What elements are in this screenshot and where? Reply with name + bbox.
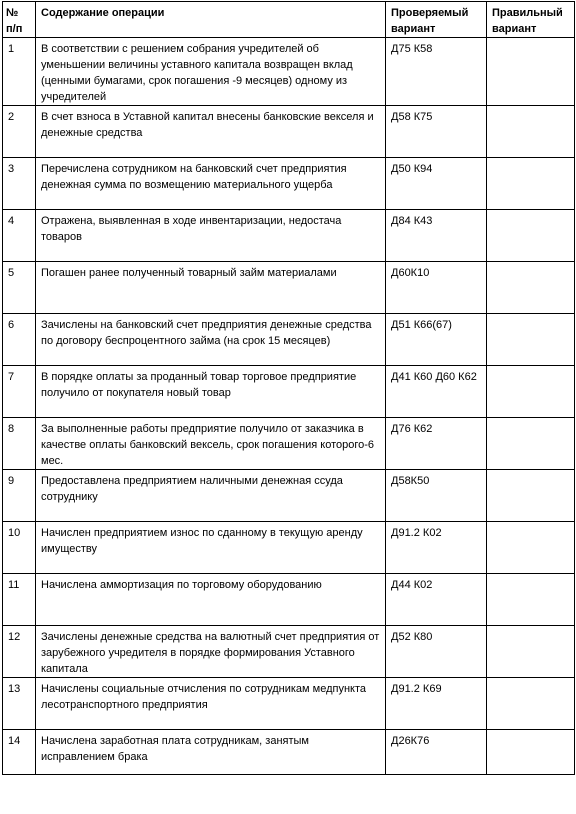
header-checked: Проверяемый вариант: [386, 2, 487, 38]
row-num: 8: [3, 418, 36, 470]
row-content: В счет взноса в Уставной капитал внесены банковские векселя и денежные средства: [36, 106, 386, 158]
table-row: [3, 314, 575, 366]
row-content: Отражена, выявленная в ходе инвентаризации, недостача товаров: [36, 210, 386, 262]
row-content: Погашен ранее полученный товарный займ материалами: [36, 262, 386, 314]
table-row: [3, 730, 575, 775]
row-correct[interactable]: [487, 366, 575, 418]
row-checked: Д50 К94: [386, 158, 487, 210]
row-checked: Д51 К66(67): [386, 314, 487, 366]
row-num: 3: [3, 158, 36, 210]
row-checked: Д52 К80: [386, 626, 487, 678]
table-row: [3, 210, 575, 262]
row-checked: Д26К76: [386, 730, 487, 775]
row-num: 9: [3, 470, 36, 522]
row-content: Начислен предприятием износ по сданному в текущую аренду имуществу: [36, 522, 386, 574]
header-row: [3, 2, 575, 38]
header-content: Содержание операции: [36, 2, 386, 38]
row-checked: Д91.2 К02: [386, 522, 487, 574]
row-content: Начислена заработная плата сотрудникам, занятым исправлением брака: [36, 730, 386, 775]
row-content: Зачислены денежные средства на валютный счет предприятия от зарубежного учредителя в порядке формирования Уставного капитала: [36, 626, 386, 678]
row-correct[interactable]: [487, 38, 575, 106]
row-content: Зачислены на банковский счет предприятия денежные средства по договору беспроцентного займа (на срок 15 месяцев): [36, 314, 386, 366]
table-row: [3, 626, 575, 678]
row-correct[interactable]: [487, 262, 575, 314]
row-correct[interactable]: [487, 626, 575, 678]
row-checked: Д91.2 К69: [386, 678, 487, 730]
row-checked: Д58 К75: [386, 106, 487, 158]
row-num: 11: [3, 574, 36, 626]
row-num: 2: [3, 106, 36, 158]
row-correct[interactable]: [487, 730, 575, 775]
row-num: 4: [3, 210, 36, 262]
row-checked: Д58К50: [386, 470, 487, 522]
row-checked: Д41 К60 Д60 К62: [386, 366, 487, 418]
row-checked: Д75 К58: [386, 38, 487, 106]
row-num: 14: [3, 730, 36, 775]
row-checked: Д76 К62: [386, 418, 487, 470]
table-row: [3, 262, 575, 314]
row-num: 1: [3, 38, 36, 106]
row-correct[interactable]: [487, 158, 575, 210]
row-num: 7: [3, 366, 36, 418]
table-row: [3, 470, 575, 522]
table-row: [3, 418, 575, 470]
row-correct[interactable]: [487, 314, 575, 366]
row-correct[interactable]: [487, 574, 575, 626]
row-num: 13: [3, 678, 36, 730]
row-content: Начислена аммортизация по торговому оборудованию: [36, 574, 386, 626]
row-checked: Д44 К02: [386, 574, 487, 626]
table-row: [3, 678, 575, 730]
table-row: [3, 38, 575, 106]
table-row: [3, 158, 575, 210]
row-correct[interactable]: [487, 470, 575, 522]
header-correct: Правильный вариант: [487, 2, 575, 38]
table-row: [3, 522, 575, 574]
row-correct[interactable]: [487, 678, 575, 730]
row-correct[interactable]: [487, 106, 575, 158]
row-content: Перечислена сотрудником на банковский счет предприятия денежная сумма по возмещению материального ущерба: [36, 158, 386, 210]
table-row: [3, 574, 575, 626]
row-content: В порядке оплаты за проданный товар торговое предприятие получило от покупателя новый товар: [36, 366, 386, 418]
row-content: В соответствии с решением собрания учредителей об уменьшении величины уставного капитала возвращен вклад (ценными бумагами, срок погашения -9 месяцев) одному из учредителей: [36, 38, 386, 106]
row-checked: Д84 К43: [386, 210, 487, 262]
row-content: За выполненные работы предприятие получило от заказчика в качестве оплаты банковский вексель, срок погашения которого-6 мес.: [36, 418, 386, 470]
table-row: [3, 366, 575, 418]
row-num: 12: [3, 626, 36, 678]
table-row: [3, 106, 575, 158]
header-num: № п/п: [3, 2, 36, 38]
row-num: 6: [3, 314, 36, 366]
row-content: Предоставлена предприятием наличными денежная ссуда сотруднику: [36, 470, 386, 522]
row-correct[interactable]: [487, 418, 575, 470]
row-num: 5: [3, 262, 36, 314]
row-content: Начислены социальные отчисления по сотрудникам медпункта лесотранспортного предприятия: [36, 678, 386, 730]
row-num: 10: [3, 522, 36, 574]
row-checked: Д60К10: [386, 262, 487, 314]
row-correct[interactable]: [487, 522, 575, 574]
operations-table: [2, 1, 575, 775]
row-correct[interactable]: [487, 210, 575, 262]
